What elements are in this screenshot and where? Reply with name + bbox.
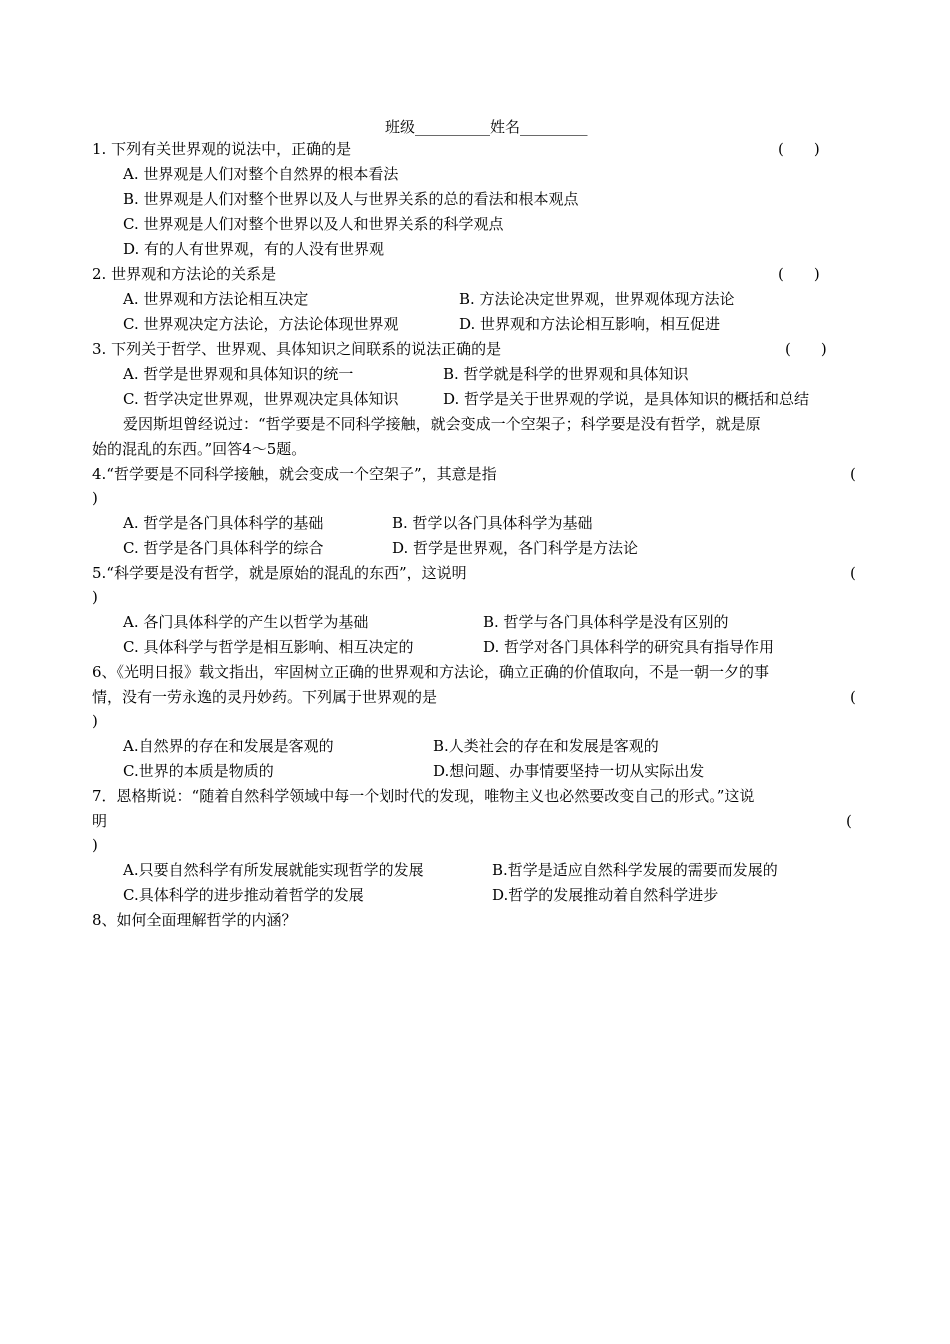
question-4-option-d: D. 哲学是世界观，各门科学是方法论 [392, 539, 639, 557]
question-5-option-b: B. 哲学与各门具体科学是没有区别的 [483, 613, 729, 631]
question-4-bracket-open: ( [850, 465, 856, 483]
question-5-bracket-close: ) [92, 588, 98, 606]
question-3-option-c: C. 哲学决定世界观，世界观决定具体知识 [123, 390, 399, 408]
question-2-stem: 2. 世界观和方法论的关系是 [92, 265, 277, 283]
question-6-option-a: A.自然界的存在和发展是客观的 [123, 737, 334, 755]
class-name-header: 班级__________姓名_________ [385, 118, 588, 136]
question-1-stem: 1. 下列有关世界观的说法中，正确的是 [92, 140, 352, 158]
question-6-stem-line-2: 情，没有一劳永逸的灵丹妙药。下列属于世界观的是 [92, 688, 438, 706]
question-7-stem-line-1: 7．恩格斯说：“随着自然科学领域中每一个划时代的发现，唯物主义也必然要改变自己的形式。”这说 [92, 787, 755, 805]
question-1-option-d: D. 有的人有世界观，有的人没有世界观 [123, 240, 385, 258]
question-1-option-b: B. 世界观是人们对整个世界以及人与世界关系的总的看法和根本观点 [123, 190, 579, 208]
question-3-option-a: A. 哲学是世界观和具体知识的统一 [123, 365, 354, 383]
question-7-stem-line-2: 明 [92, 812, 108, 830]
question-6-option-d: D.想问题、办事情要坚持一切从实际出发 [433, 762, 705, 780]
question-1-option-a: A. 世界观是人们对整个自然界的根本看法 [123, 165, 399, 183]
question-7-option-c: C.具体科学的进步推动着哲学的发展 [123, 886, 364, 904]
question-7-bracket-close: ) [92, 836, 98, 854]
question-2-option-d: D. 世界观和方法论相互影响，相互促进 [459, 315, 721, 333]
question-7-option-a: A.只要自然科学有所发展就能实现哲学的发展 [123, 861, 424, 879]
question-7-option-b: B.哲学是适应自然科学发展的需要而发展的 [492, 861, 778, 879]
question-2-option-c: C. 世界观决定方法论，方法论体现世界观 [123, 315, 399, 333]
question-5-bracket-open: ( [850, 564, 856, 582]
question-6-stem-line-1: 6、《光明日报》载文指出，牢固树立正确的世界观和方法论，确立正确的价值取向，不是一朝一夕的事 [92, 663, 770, 681]
question-5-stem: 5.“科学要是没有哲学，就是原始的混乱的东西”，这说明 [92, 564, 467, 582]
question-2-option-b: B. 方法论决定世界观，世界观体现方法论 [459, 290, 735, 308]
question-3-option-d: D. 哲学是关于世界观的学说，是具体知识的概括和总结 [443, 390, 810, 408]
question-6-option-c: C.世界的本质是物质的 [123, 762, 274, 780]
question-3-stem: 3. 下列关于哲学、世界观、具体知识之间联系的说法正确的是 [92, 340, 502, 358]
passage-line-1: 爱因斯坦曾经说过：“哲学要是不同科学接触，就会变成一个空架子；科学要是没有哲学，就是原 [123, 415, 761, 433]
question-5-option-d: D. 哲学对各门具体科学的研究具有指导作用 [483, 638, 775, 656]
question-6-bracket-open: ( [850, 688, 856, 706]
question-8-stem: 8、如何全面理解哲学的内涵？ [92, 911, 297, 929]
question-4-option-a: A. 哲学是各门具体科学的基础 [123, 514, 324, 532]
question-3-option-b: B. 哲学就是科学的世界观和具体知识 [443, 365, 689, 383]
question-5-option-c: C. 具体科学与哲学是相互影响、相互决定的 [123, 638, 414, 656]
question-4-option-c: C. 哲学是各门具体科学的综合 [123, 539, 324, 557]
question-4-bracket-close: ) [92, 489, 98, 507]
question-1-answer-bracket: ( ) [778, 140, 820, 158]
question-5-option-a: A. 各门具体科学的产生以哲学为基础 [123, 613, 369, 631]
question-2-answer-bracket: ( ) [778, 265, 820, 283]
question-4-stem: 4.“哲学要是不同科学接触，就会变成一个空架子”，其意是指 [92, 465, 497, 483]
question-7-option-d: D.哲学的发展推动着自然科学进步 [492, 886, 719, 904]
passage-line-2: 始的混乱的东西。”回答4～5题。 [92, 440, 307, 458]
question-6-bracket-close: ) [92, 712, 98, 730]
question-6-option-b: B.人类社会的存在和发展是客观的 [433, 737, 659, 755]
question-7-bracket-open: ( [846, 812, 852, 830]
question-1-option-c: C. 世界观是人们对整个世界以及人和世界关系的科学观点 [123, 215, 504, 233]
question-4-option-b: B. 哲学以各门具体科学为基础 [392, 514, 593, 532]
question-2-option-a: A. 世界观和方法论相互决定 [123, 290, 309, 308]
question-3-answer-bracket: ( ) [785, 340, 827, 358]
